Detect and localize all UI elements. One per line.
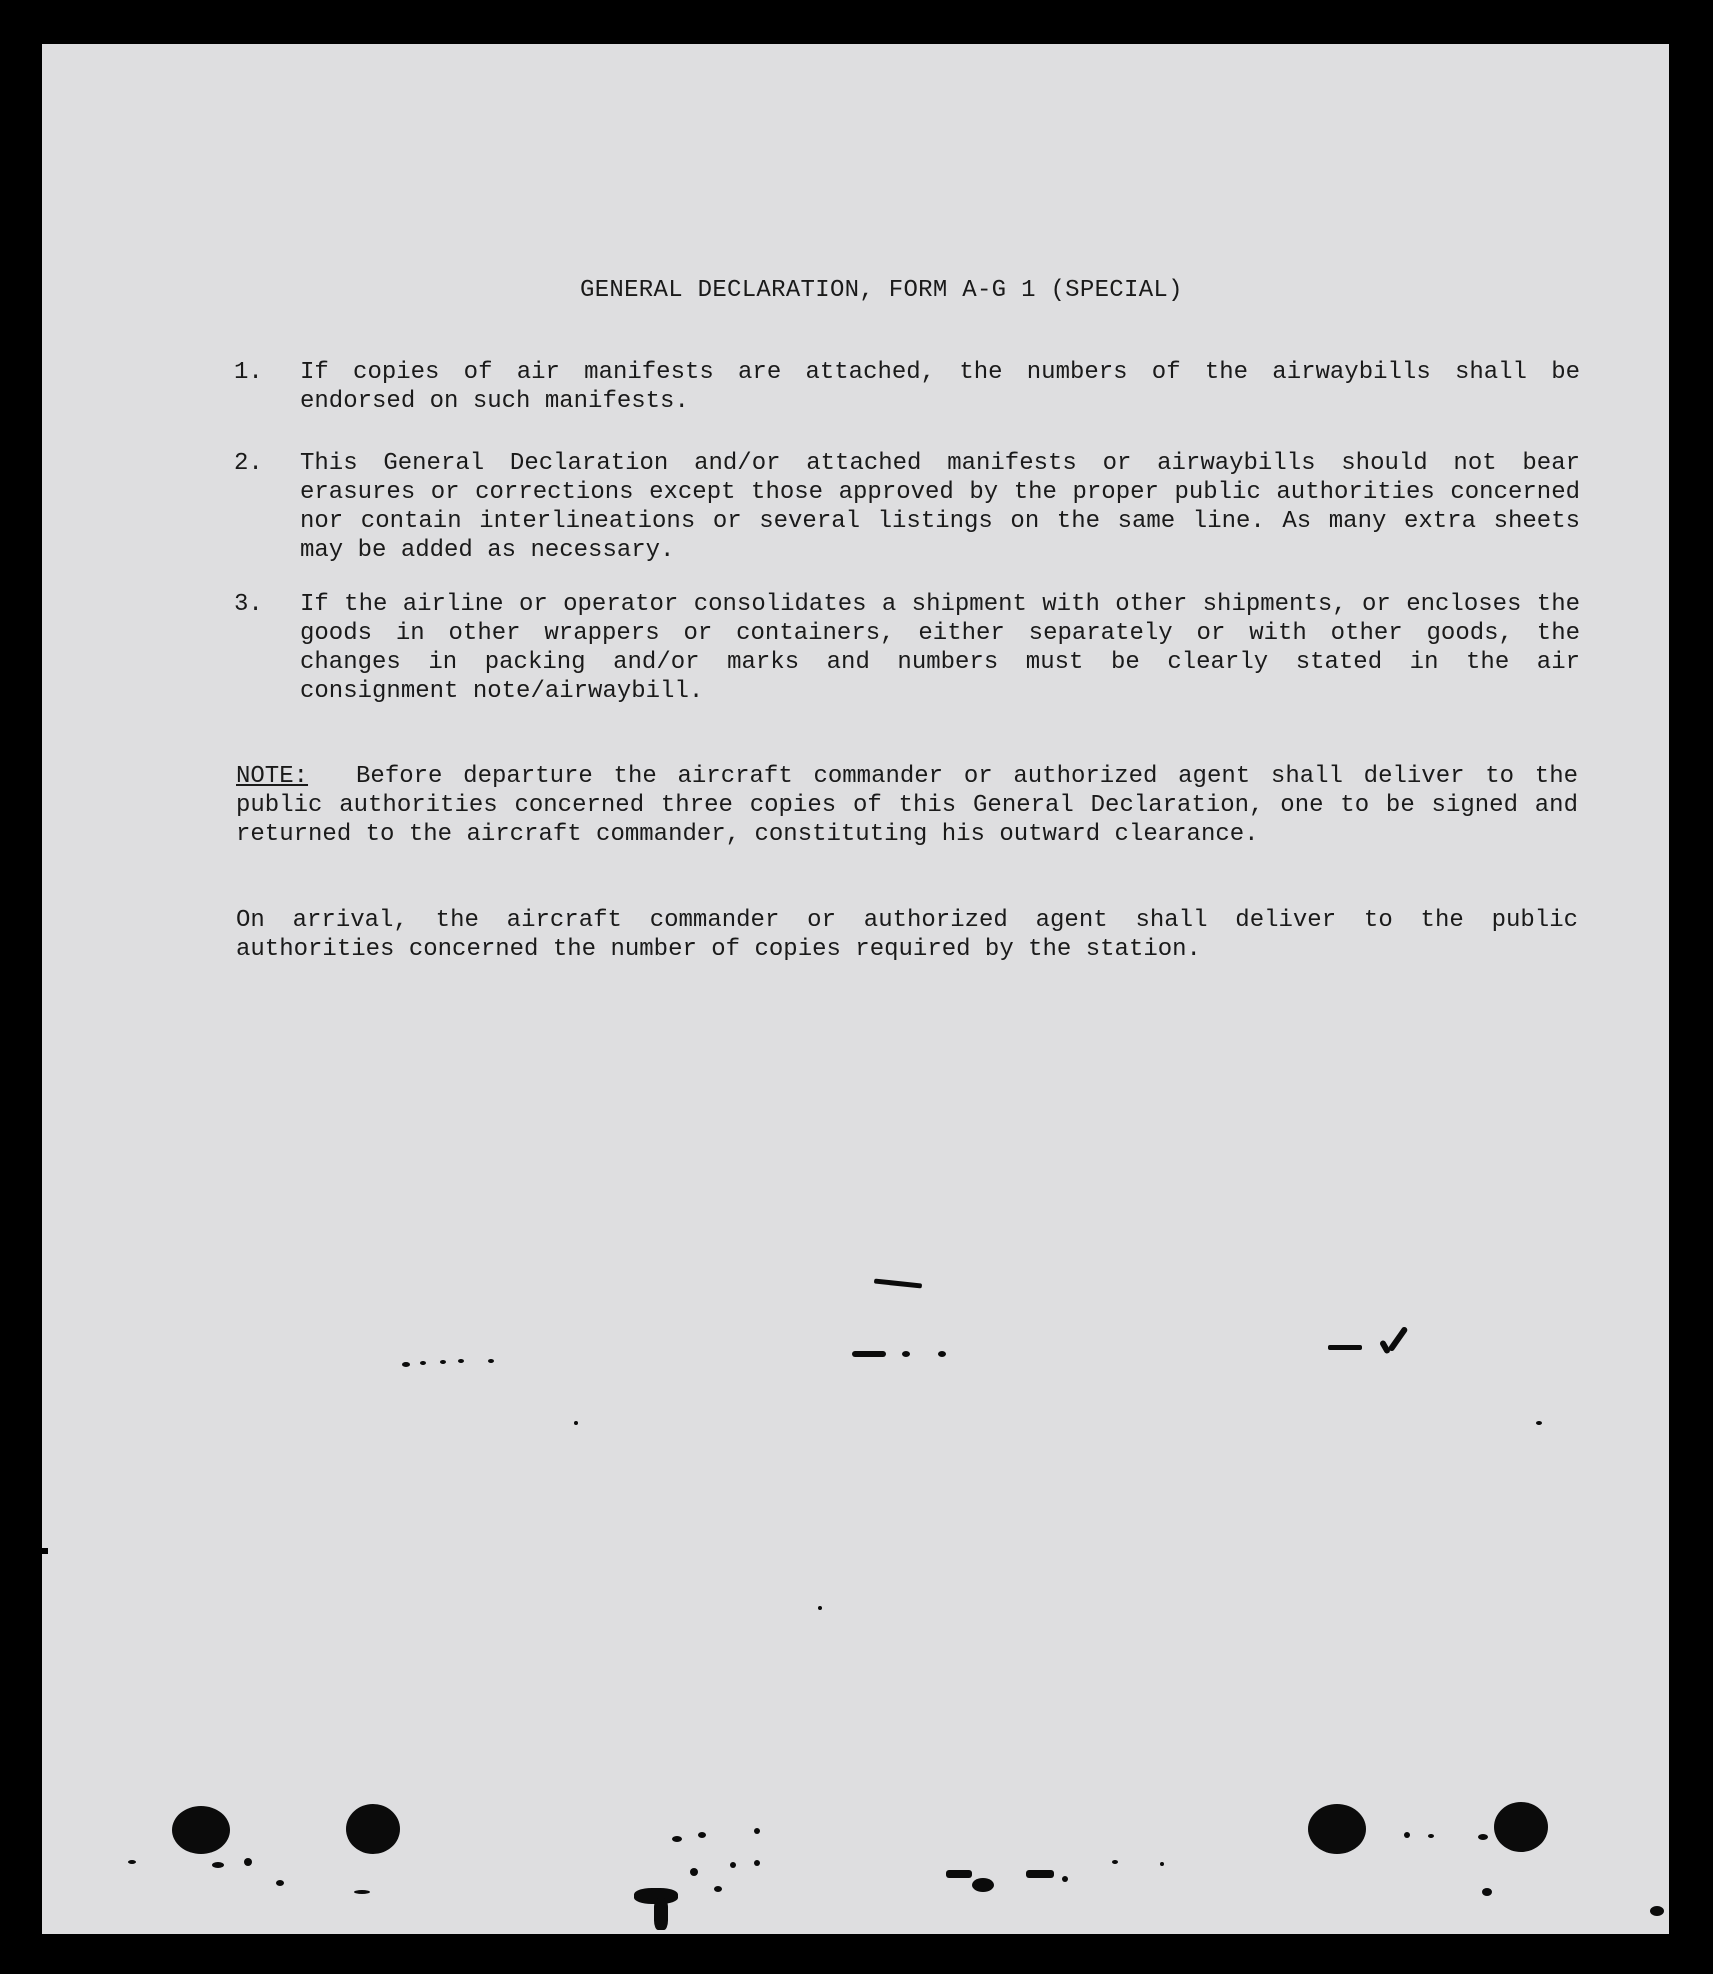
scan-speck xyxy=(440,1360,446,1364)
scan-speck xyxy=(1062,1876,1068,1882)
punch-hole xyxy=(172,1806,230,1854)
paper-edge-notch xyxy=(42,1548,48,1554)
punch-hole xyxy=(1308,1804,1366,1854)
item-number: 1. xyxy=(234,359,263,386)
note-paragraph xyxy=(236,762,1578,849)
scan-speck xyxy=(458,1359,464,1363)
scan-speck xyxy=(574,1421,578,1425)
scan-speck xyxy=(212,1862,224,1868)
scan-speck xyxy=(714,1886,722,1892)
item-text: If the airline or operator consolidates a shipment with other shipments, or encloses the goods in other wrappers or containers, either separately or with other goods, the changes in packing and/or marks and numbers must be clearly stated in the air consignment note/airwaybill. xyxy=(300,591,1580,705)
scan-speck xyxy=(818,1606,822,1610)
scan-speck xyxy=(654,1898,668,1930)
scan-speck xyxy=(946,1870,972,1878)
scan-speck xyxy=(754,1860,760,1866)
scan-speck xyxy=(698,1832,706,1838)
scan-speck xyxy=(1478,1834,1488,1840)
page-title: GENERAL DECLARATION, FORM A-G 1 (SPECIAL) xyxy=(580,277,1183,304)
scan-speck xyxy=(1328,1345,1362,1350)
scan-speck xyxy=(730,1862,736,1868)
scan-speck xyxy=(402,1362,410,1367)
scan-speck xyxy=(488,1359,494,1363)
scan-speck xyxy=(1026,1870,1054,1878)
scan-speck xyxy=(1428,1834,1434,1838)
scan-speck xyxy=(972,1878,994,1892)
punch-hole xyxy=(1494,1802,1548,1852)
punch-hole xyxy=(346,1804,400,1854)
item-number: 3. xyxy=(234,591,263,618)
scan-speck xyxy=(902,1351,910,1357)
scan-speck xyxy=(1160,1862,1164,1866)
scan-speck xyxy=(1482,1888,1492,1896)
scan-speck xyxy=(1404,1832,1410,1838)
note-label: NOTE: xyxy=(236,763,309,790)
scan-speck xyxy=(276,1880,284,1886)
scan-speck xyxy=(938,1351,946,1357)
scan-speck xyxy=(690,1868,698,1876)
item-text: This General Declaration and/or attached manifests or airwaybills should not bear erasures or corrections except those approved by the proper public authorities concerned nor contain interlineations or several listings on the same line. As many extra sheets may be added as necessary. xyxy=(300,450,1580,564)
scan-speck xyxy=(1536,1421,1542,1425)
scan-speck xyxy=(420,1361,426,1365)
scan-speck xyxy=(244,1858,252,1866)
scan-speck xyxy=(1112,1860,1118,1864)
item-text: If copies of air manifests are attached, the numbers of the airwaybills shall be endorsed on such manifests. xyxy=(300,359,1580,415)
scan-speck xyxy=(1650,1906,1664,1916)
scan-speck xyxy=(672,1836,682,1842)
scan-speck xyxy=(354,1890,370,1894)
scan-speck xyxy=(128,1860,136,1864)
item-number: 2. xyxy=(234,450,263,477)
arrival-paragraph: On arrival, the aircraft commander or authorized agent shall deliver to the public authorities concerned the number of copies required by the station. xyxy=(236,907,1578,963)
scan-speck xyxy=(754,1828,760,1834)
paper-sheet xyxy=(42,44,1669,1934)
scan-speck xyxy=(852,1351,886,1357)
note-text: Before departure the aircraft commander or authorized agent shall deliver to the public authorities concerned three copies of this General Declaration, one to be signed and returned to the aircraft commander, constituting his outward clearance. xyxy=(236,763,1578,848)
